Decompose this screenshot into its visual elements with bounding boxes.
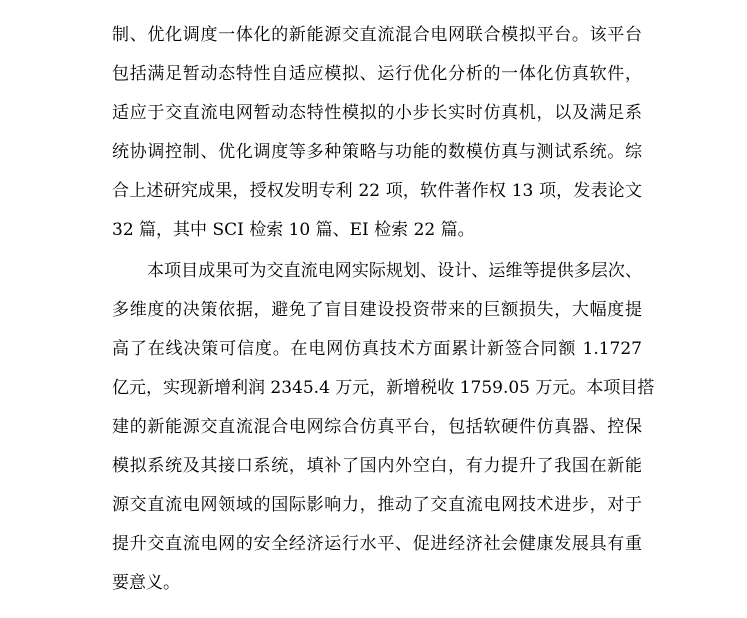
paragraph-line: 合上述研究成果，授权发明专利 22 项，软件著作权 13 项，发表论文 xyxy=(112,181,642,201)
paragraph-line: 要意义。 xyxy=(112,573,180,593)
paragraph-line: 模拟系统及其接口系统，填补了国内外空白，有力提升了我国在新能 xyxy=(112,456,642,476)
paragraph-line: 建的新能源交直流混合电网综合仿真平台，包括软硬件仿真器、控保 xyxy=(112,417,642,437)
paragraph-line: 制、优化调度一体化的新能源交直流混合电网联合模拟平台。该平台 xyxy=(112,25,642,45)
paragraph-line: 提升交直流电网的安全经济运行水平、促进经济社会健康发展具有重 xyxy=(112,534,642,554)
paragraph-line: 多维度的决策依据，避免了盲目建设投资带来的巨额损失，大幅度提 xyxy=(112,300,642,320)
paragraph-line: 源交直流电网领域的国际影响力，推动了交直流电网技术进步，对于 xyxy=(112,495,642,515)
paragraph-line: 本项目成果可为交直流电网实际规划、设计、运维等提供多层次、 xyxy=(147,261,642,281)
paragraph-line: 亿元，实现新增利润 2345.4 万元，新增税收 1759.05 万元。本项目搭 xyxy=(112,378,655,398)
paragraph-line: 包括满足暂动态特性自适应模拟、运行优化分析的一体化仿真软件， xyxy=(112,64,642,84)
paragraph-line: 适应于交直流电网暂动态特性模拟的小步长实时仿真机，以及满足系 xyxy=(112,103,642,123)
paragraph-line: 32 篇，其中 SCI 检索 10 篇、EI 检索 22 篇。 xyxy=(112,220,475,240)
paragraph-line: 统协调控制、优化调度等多种策略与功能的数模仿真与测试系统。综 xyxy=(112,142,642,162)
paragraph-line: 高了在线决策可信度。在电网仿真技术方面累计新签合同额 1.1727 xyxy=(112,339,642,359)
